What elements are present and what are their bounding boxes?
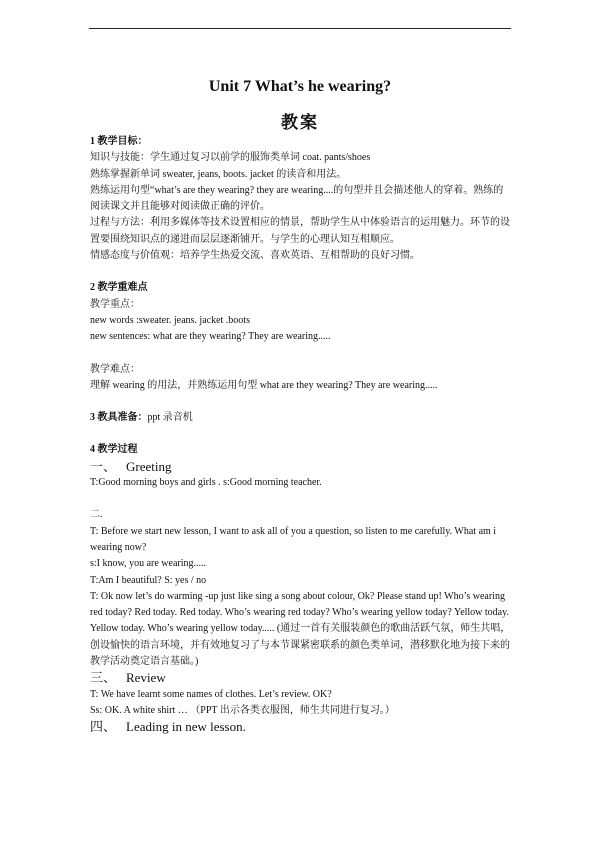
step2-number: 二. — [90, 509, 103, 521]
document-title: Unit 7 What’s he wearing? — [208, 78, 392, 95]
document-body — [90, 134, 512, 736]
step4-title: Leading in new lesson. — [126, 719, 246, 735]
step2-line: T: Before we start new lesson, I want to ask all of you a question, so listen to me carefully. What am i wearing now? — [90, 525, 497, 553]
step2-line: T: Ok now let’s do warming -up just like sing a song about colour, Ok? Please stand up! Who’s wearing red today? Red today. Red today. Who’s wearing red today? Who’s wearing yellow today? Yellow today. Yellow today. Who’s wearing yellow today..... (通过一首有关服装颜色的歌曲活跃气氛，师生共唱，创设愉快的语言环境，并有效地复习了与本节课紧密联系的颜色类单词，潜移默化地为接下来的教学活动奠定语言基础。) — [90, 590, 511, 668]
section4-heading: 4 教学过程 — [90, 444, 138, 456]
section3-heading: 3 教具准备： — [90, 412, 148, 424]
step4-number: 四、 — [90, 719, 117, 735]
section1-heading: 1 教学目标： — [90, 136, 148, 147]
step3-title: Review — [126, 670, 166, 686]
difficult-points-label: 教学难点： — [90, 363, 140, 375]
step1-number: 一、 — [90, 458, 117, 474]
header-rule — [89, 28, 511, 29]
step3-line: T: We have learnt some names of clothes. Let’s review. OK? — [90, 688, 332, 700]
step2-line: s:I know, you are wearing..... — [90, 558, 206, 570]
section3-content: ppt 录音机 — [147, 412, 193, 424]
step3-heading — [90, 670, 512, 686]
section1-line: 熟练运用句型“what’s are they wearing? they are wearing....的句型并且会描述他人的穿着。熟练的阅读课文并且能够对阅读做正确的评价。 — [90, 184, 504, 213]
step1-line: T:Good morning boys and girls . s:Good morning teacher. — [90, 477, 322, 489]
step4-heading — [90, 719, 512, 735]
step1-heading — [90, 459, 512, 475]
section1-line: 熟练掌握新单词 sweater, jeans, boots. jacket 的读音和用法。 — [90, 168, 347, 180]
key-points-label: 教学重点： — [90, 298, 140, 310]
section1-line: 过程与方法：利用多媒体等技术设置相应的情景，帮助学生从中体验语言的运用魅力。环节的设置要围绕知识点的递进而层层逐渐铺开。与学生的心理认知互相顺应。 — [90, 217, 510, 245]
section1-line: 情感态度与价值观：培养学生热爱交流、喜欢英语、互相帮助的良好习惯。 — [90, 250, 420, 262]
difficult-point-line: 理解 wearing 的用法，并熟练运用句型 what are they wearing? They are wearing..... — [90, 379, 438, 391]
section3-line — [90, 410, 512, 426]
key-point-line: new sentences: what are they wearing? They are wearing..... — [90, 331, 331, 343]
document-subtitle: 教案 — [281, 113, 319, 132]
step3-line: Ss: OK. A white shirt … （PPT 出示各类衣服图，师生共同进行复习。） — [90, 704, 395, 716]
section2-heading: 2 教学重难点 — [90, 282, 148, 294]
step3-number: 三、 — [90, 670, 117, 686]
section1-line: 知识与技能：学生通过复习以前学的服饰类单词 coat. pants/shoes — [90, 152, 371, 164]
step1-title: Greeting — [126, 458, 172, 474]
key-point-line: new words :sweater. jeans. jacket .boots — [90, 314, 250, 326]
step2-line: T:Am I beautiful? S: yes / no — [90, 574, 207, 586]
